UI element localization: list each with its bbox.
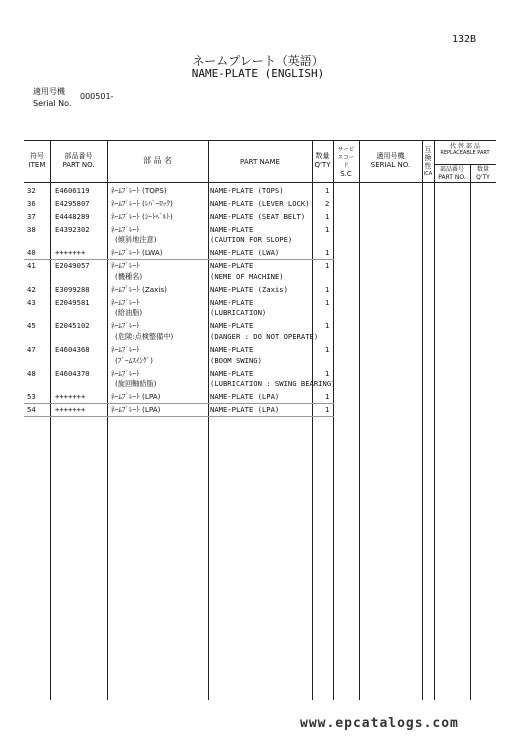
row-qty: 1 (325, 297, 330, 307)
subheader-rule (434, 164, 496, 165)
header-qty: 数量 Q'TY (314, 152, 331, 169)
row-name-jp: ﾈｰﾑﾌﾟﾚｰﾄ (ｼｰﾄﾍﾞﾙﾄ) (111, 211, 173, 221)
row-qty: 1 (325, 405, 330, 414)
row-name-en: NAME-PLATE (210, 321, 254, 331)
row-item: 42 (27, 284, 36, 294)
header-replaceable: 代 替 部 品 REPLACEABLE PART (440, 143, 490, 156)
header-part-no: 部品番号 PART NO. (62, 152, 95, 169)
page-title-jp: ネームプレート（英語） (192, 54, 324, 68)
col-divider (422, 140, 423, 700)
row-part-no: E4392302 (55, 224, 90, 234)
row-part-no: +++++++ (55, 248, 86, 258)
header-rp-qty: 数量 Q'TY (476, 166, 490, 181)
table-top-rule (24, 140, 496, 141)
row-item: 32 (27, 186, 36, 195)
serial-value: 000501- (80, 92, 114, 101)
row-item: 53 (27, 392, 36, 402)
col-divider (50, 140, 51, 700)
row-name-jp: ﾈｰﾑﾌﾟﾚｰﾄ (111, 224, 140, 234)
header-service-code: サービスコード S.C (337, 147, 355, 178)
row-name-jp: ﾈｰﾑﾌﾟﾚｰﾄ (111, 297, 140, 307)
row-name-jp-detail: (危険:点検整備中) (115, 332, 174, 341)
row-name-en: NAME-PLATE (LWA) (210, 248, 280, 258)
row-name-en: NAME-PLATE (LPA) (210, 405, 280, 414)
row-rule (24, 416, 334, 417)
row-name-en-detail: (NEME OF MACHINE) (210, 271, 284, 281)
row-name-jp: ﾈｰﾑﾌﾟﾚｰﾄ (LPA) (111, 405, 161, 414)
row-qty: 1 (325, 248, 330, 258)
row-item: 38 (27, 224, 36, 234)
row-name-jp: ﾈｰﾑﾌﾟﾚｰﾄ (LPA) (111, 392, 161, 402)
row-name-jp: ﾈｰﾑﾌﾟﾚｰﾄ (TOPS) (111, 186, 167, 195)
row-name-en-detail: (LUBRICATION) (210, 308, 267, 318)
watermark: www.epcatalogs.com (300, 716, 459, 731)
row-part-no: +++++++ (55, 392, 86, 402)
page-title-en: NAME-PLATE (ENGLISH) (191, 67, 325, 80)
header-name-jp: 部 品 名 (142, 156, 173, 165)
col-divider (312, 140, 313, 700)
row-part-no: E2049581 (55, 297, 90, 307)
row-qty: 1 (325, 284, 330, 294)
row-name-jp: ﾈｰﾑﾌﾟﾚｰﾄ (Zaxis) (111, 284, 167, 294)
row-part-no: E2049057 (55, 261, 90, 271)
row-name-jp: ﾈｰﾑﾌﾟﾚｰﾄ (111, 321, 140, 331)
row-part-no: E4295807 (55, 198, 90, 208)
row-name-en: NAME-PLATE (210, 297, 254, 307)
col-divider (107, 140, 108, 700)
row-qty: 1 (325, 186, 330, 195)
col-divider (208, 140, 209, 700)
row-name-en: NAME-PLATE (210, 224, 254, 234)
row-name-jp-detail: (機種名) (115, 271, 143, 281)
row-part-no: E4604370 (55, 368, 90, 378)
row-name-jp-detail: (給油脂) (115, 308, 143, 318)
row-item: 36 (27, 198, 36, 208)
row-part-no: E4448289 (55, 211, 90, 221)
row-qty: 1 (325, 344, 330, 354)
serial-label-jp: 適用号機 (33, 87, 65, 96)
col-divider (359, 140, 360, 700)
row-rule (24, 259, 334, 260)
row-name-en-detail: (CAUTION FOR SLOPE) (210, 235, 293, 245)
header-serial: 適用号機 SERIAL NO. (370, 152, 411, 169)
header-name-en: PART NAME (240, 158, 280, 166)
row-name-en: NAME-PLATE (210, 261, 254, 271)
row-name-en: NAME-PLATE (LPA) (210, 392, 280, 402)
header-interchange: 互換性 ICA (423, 146, 433, 177)
table-header-rule (24, 182, 496, 183)
row-name-jp-detail: (傾斜地注意) (115, 235, 157, 245)
row-qty: 1 (325, 211, 330, 221)
serial-label-en: Serial No. (33, 99, 72, 108)
row-name-jp: ﾈｰﾑﾌﾟﾚｰﾄ (111, 261, 140, 271)
row-name-en: NAME-PLATE (SEAT BELT) (210, 211, 306, 221)
row-name-en: NAME-PLATE (LEVER LOCK) (210, 198, 310, 208)
row-name-jp: ﾈｰﾑﾌﾟﾚｰﾄ (LWA) (111, 248, 163, 258)
row-name-en: NAME-PLATE (210, 344, 254, 354)
row-part-no: E3099288 (55, 284, 90, 294)
row-name-jp: ﾈｰﾑﾌﾟﾚｰﾄ (111, 344, 140, 354)
row-name-jp-detail: (ﾌﾞｰﾑｽｲﾝｸﾞ) (115, 355, 153, 365)
row-part-no: +++++++ (55, 405, 86, 414)
row-item: 40 (27, 248, 36, 258)
row-item: 45 (27, 321, 36, 331)
row-qty: 2 (325, 198, 330, 208)
row-name-en: NAME-PLATE (210, 368, 254, 378)
col-divider (434, 140, 435, 700)
row-item: 43 (27, 297, 36, 307)
row-part-no: E4604368 (55, 344, 90, 354)
header-rp-partno: 部品番号 PART NO. (438, 166, 466, 181)
row-qty: 1 (325, 261, 330, 271)
row-item: 47 (27, 344, 36, 354)
row-name-en: NAME-PLATE (TOPS) (210, 186, 284, 195)
row-name-jp: ﾈｰﾑﾌﾟﾚｰﾄ (ﾚﾊﾞｰﾛｯｸ) (111, 198, 173, 208)
row-name-en-detail: (LUBRICATION : SWING BEARING) (210, 379, 336, 389)
row-item: 54 (27, 405, 36, 414)
serial-label (33, 86, 71, 110)
row-name-en: NAME-PLATE (Zaxis) (210, 284, 288, 294)
row-name-jp: ﾈｰﾑﾌﾟﾚｰﾄ (111, 368, 140, 378)
col-divider (470, 164, 471, 700)
row-part-no: E2045102 (55, 321, 90, 331)
col-divider (333, 140, 334, 700)
row-name-jp-detail: (旋回軸給脂) (115, 379, 157, 389)
row-item: 41 (27, 261, 36, 271)
row-part-no: E4606119 (55, 186, 90, 195)
header-item: 符号 ITEM (28, 152, 46, 169)
row-qty: 1 (325, 224, 330, 234)
row-qty: 1 (325, 392, 330, 402)
row-qty: 1 (325, 368, 330, 378)
row-name-en-detail: (DANGER : DO NOT OPERATE) (210, 332, 319, 341)
row-item: 48 (27, 368, 36, 378)
row-name-en-detail: (BOOM SWING) (210, 355, 262, 365)
row-rule (24, 403, 334, 404)
page-number: 132B (452, 34, 477, 45)
row-item: 37 (27, 211, 36, 221)
row-qty: 1 (325, 321, 330, 331)
